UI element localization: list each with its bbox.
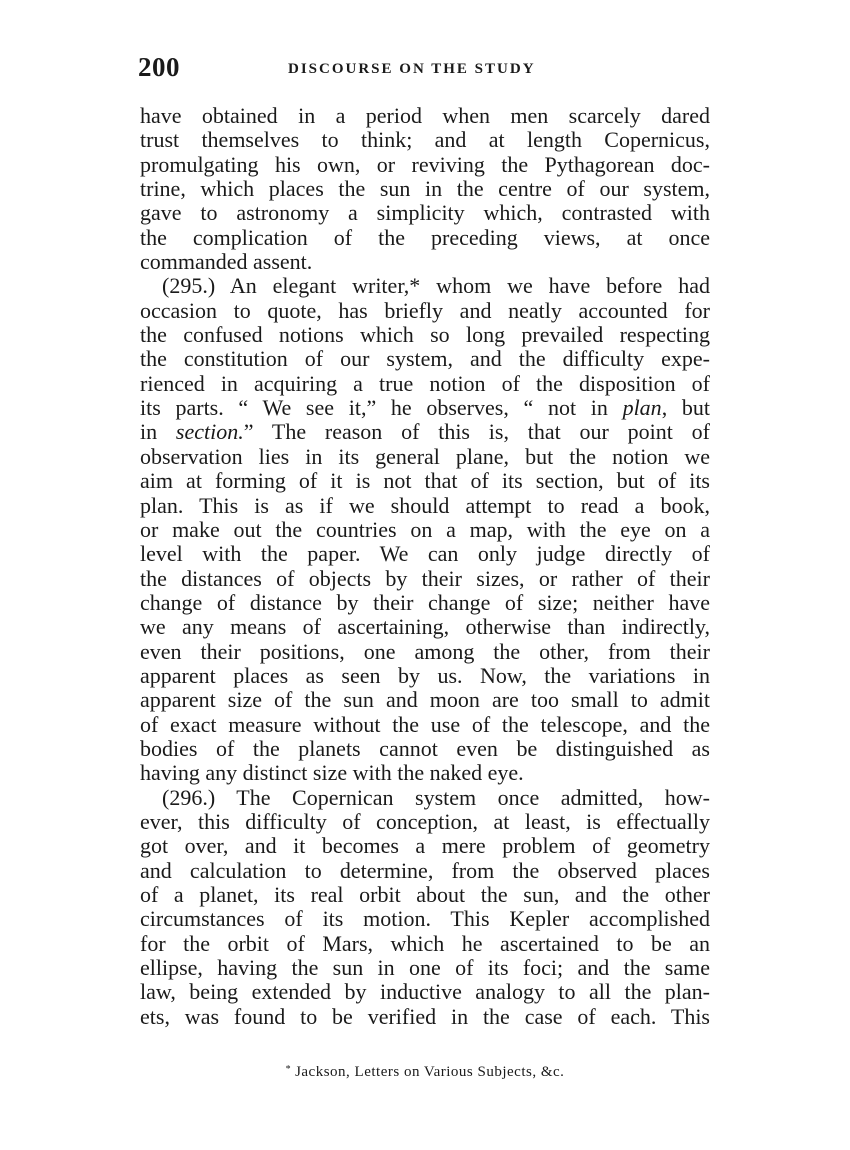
text-line: ellipse, having the sun in one of its foci; and the same — [140, 955, 710, 981]
text-line: law, being extended by inductive analogy to all the plan- — [140, 979, 710, 1005]
footnote-text: Jackson, Letters on Various Subjects, &c. — [295, 1064, 565, 1080]
paragraph-295-start: (295.) An elegant writer,* whom we have before had — [162, 273, 710, 299]
text-line: the confused notions which so long prevailed respecting — [140, 322, 710, 348]
running-head — [138, 52, 714, 92]
text-line: promulgating his own, or reviving the Pythagorean doc- — [140, 151, 710, 177]
line-segment: , but — [661, 395, 710, 421]
text-line: for the orbit of Mars, which he ascertained to be an — [140, 930, 710, 956]
italic-section: section. — [175, 419, 244, 445]
text-line: bodies of the planets cannot even be distinguished as — [140, 735, 710, 761]
text-line: ets, was found to be verified in the case of each. This — [140, 1003, 710, 1029]
text-line: circumstances of its motion. This Kepler accomplished — [140, 906, 710, 932]
text-line: the distances of objects by their sizes, or rather of their — [140, 565, 710, 591]
running-title: DISCOURSE ON THE STUDY — [288, 61, 536, 77]
text-line: observation lies in its general plane, but the notion we — [140, 443, 710, 469]
text-line: the constitution of our system, and the difficulty expe- — [140, 346, 710, 372]
text-line: occasion to quote, has briefly and neatly accounted for — [140, 297, 710, 323]
text-line: having any distinct size with the naked eye. — [140, 760, 524, 786]
text-line: apparent places as seen by us. Now, the variations in — [140, 662, 710, 688]
body-text — [140, 104, 710, 1029]
text-line: trine, which places the sun in the centre of our system, — [140, 176, 710, 202]
line-segment: its parts. “ We see it,” he observes, “ not in — [140, 395, 623, 421]
text-line-mixed — [140, 396, 710, 420]
text-line: ever, this difficulty of conception, at least, is effectually — [140, 808, 710, 834]
text-line: the complication of the preceding views, at once — [140, 224, 710, 250]
text-line: or make out the countries on a map, with the eye on a — [140, 516, 710, 542]
text-line: rienced in acquiring a true notion of the disposition of — [140, 370, 710, 396]
text-line: we any means of ascertaining, otherwise than indirectly, — [140, 614, 710, 640]
footnote — [0, 1064, 850, 1081]
text-line: apparent size of the sun and moon are too small to admit — [140, 687, 710, 713]
line-segment: ” The reason of this is, that our point of — [243, 419, 710, 445]
italic-plan: plan — [622, 395, 662, 421]
text-line: even their positions, one among the other, from their — [140, 638, 710, 664]
text-line: gave to astronomy a simplicity which, contrasted with — [140, 200, 710, 226]
footnote-marker: * — [285, 1064, 292, 1075]
text-line-mixed — [140, 420, 710, 444]
text-line: got over, and it becomes a mere problem of geometry — [140, 833, 710, 859]
text-line: of a planet, its real orbit about the sun, and the other — [140, 882, 710, 907]
text-line: aim at forming of it is not that of its section, but of its — [140, 468, 710, 494]
page-number: 200 — [138, 52, 180, 82]
text-line: change of distance by their change of size; neither have — [140, 589, 710, 615]
text-line: level with the paper. We can only judge directly of — [140, 541, 710, 567]
text-line: commanded assent. — [140, 249, 313, 275]
text-line: of exact measure without the use of the telescope, and the — [140, 711, 710, 737]
text-line: plan. This is as if we should attempt to read a book, — [140, 492, 710, 518]
paragraph-296-start: (296.) The Copernican system once admitted, how- — [162, 784, 710, 810]
text-line: and calculation to determine, from the observed places — [140, 857, 710, 883]
text-line: trust themselves to think; and at length Copernicus, — [140, 127, 710, 153]
text-line: have obtained in a period when men scarcely dared — [140, 103, 710, 128]
line-segment: in — [140, 419, 176, 445]
